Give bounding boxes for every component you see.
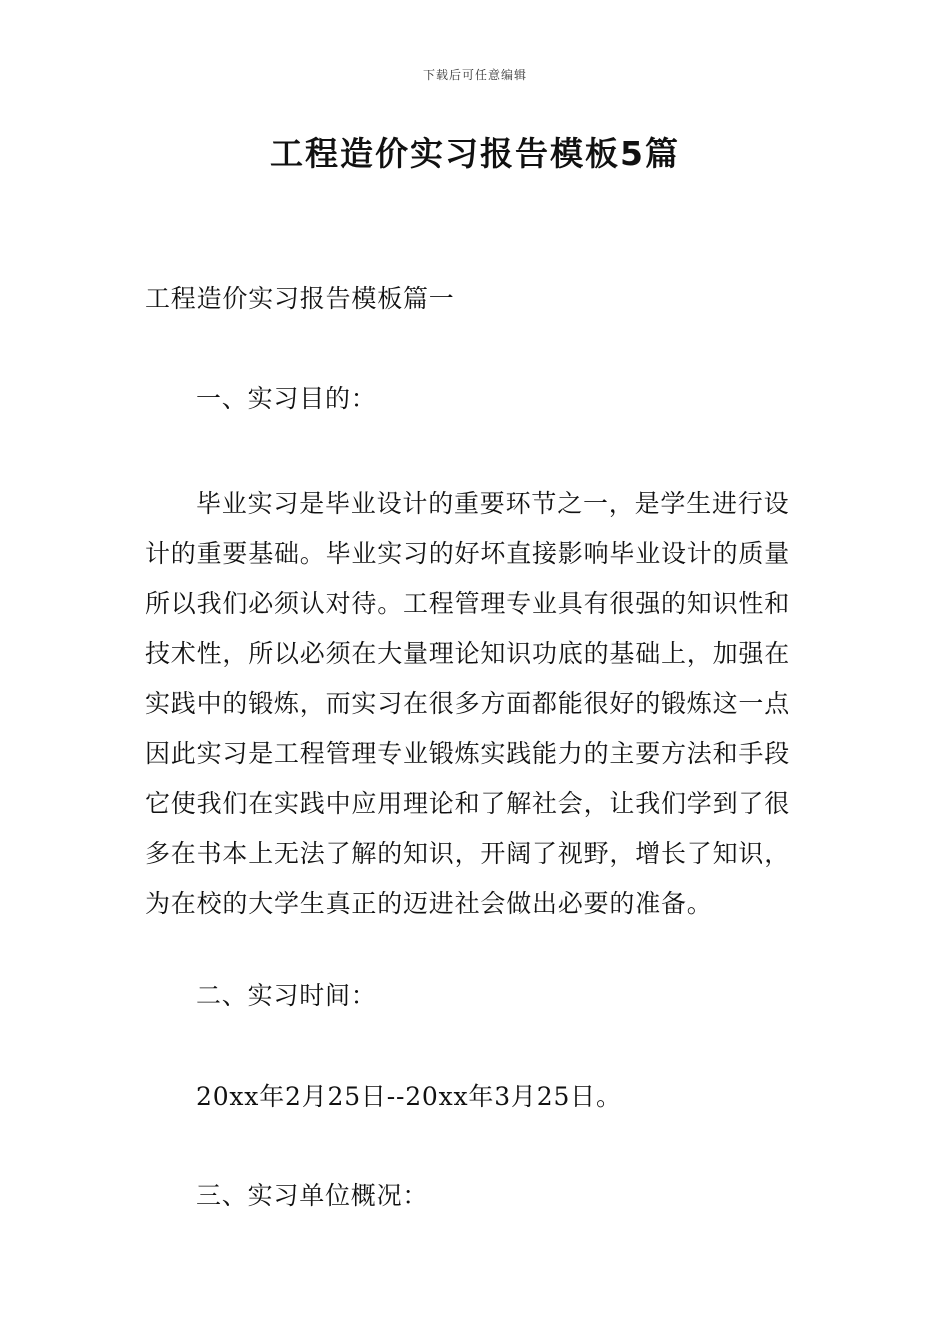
- paragraph-line: 为在校的大学生真正的迈进社会做出必要的准备。: [145, 889, 713, 918]
- paragraph-line: 所以我们必须认对待。工程管理专业具有很强的知识性和: [145, 589, 791, 618]
- paragraph-line: 多在书本上无法了解的知识，开阔了视野，增长了知识，: [145, 839, 791, 868]
- paragraph-line: 它使我们在实践中应用理论和了解社会，让我们学到了很: [145, 789, 791, 818]
- header-note: 下载后可任意编辑: [422, 68, 527, 82]
- paragraph-line: 毕业实习是毕业设计的重要环节之一，是学生进行设: [196, 489, 790, 518]
- paragraph-line: 技术性，所以必须在大量理论知识功底的基础上，加强在: [145, 639, 791, 668]
- heading-internship-time: 二、实习时间：: [196, 981, 377, 1010]
- paragraph-line: 因此实习是工程管理专业锻炼实践能力的主要方法和手段: [145, 739, 791, 768]
- section-title: 工程造价实习报告模板篇一: [145, 284, 455, 313]
- paragraph-line: 实践中的锻炼，而实习在很多方面都能很好的锻炼这一点: [145, 689, 791, 718]
- heading-internship-unit: 三、实习单位概况：: [196, 1181, 429, 1210]
- purpose-paragraph: [145, 479, 825, 929]
- heading-internship-purpose: 一、实习目的：: [196, 384, 377, 413]
- document-title: 工程造价实习报告模板5篇: [270, 134, 680, 173]
- paragraph-line: 计的重要基础。毕业实习的好坏直接影响毕业设计的质量: [145, 539, 791, 568]
- date-range: 20xx年2月25日--20xx年3月25日。: [196, 1082, 622, 1111]
